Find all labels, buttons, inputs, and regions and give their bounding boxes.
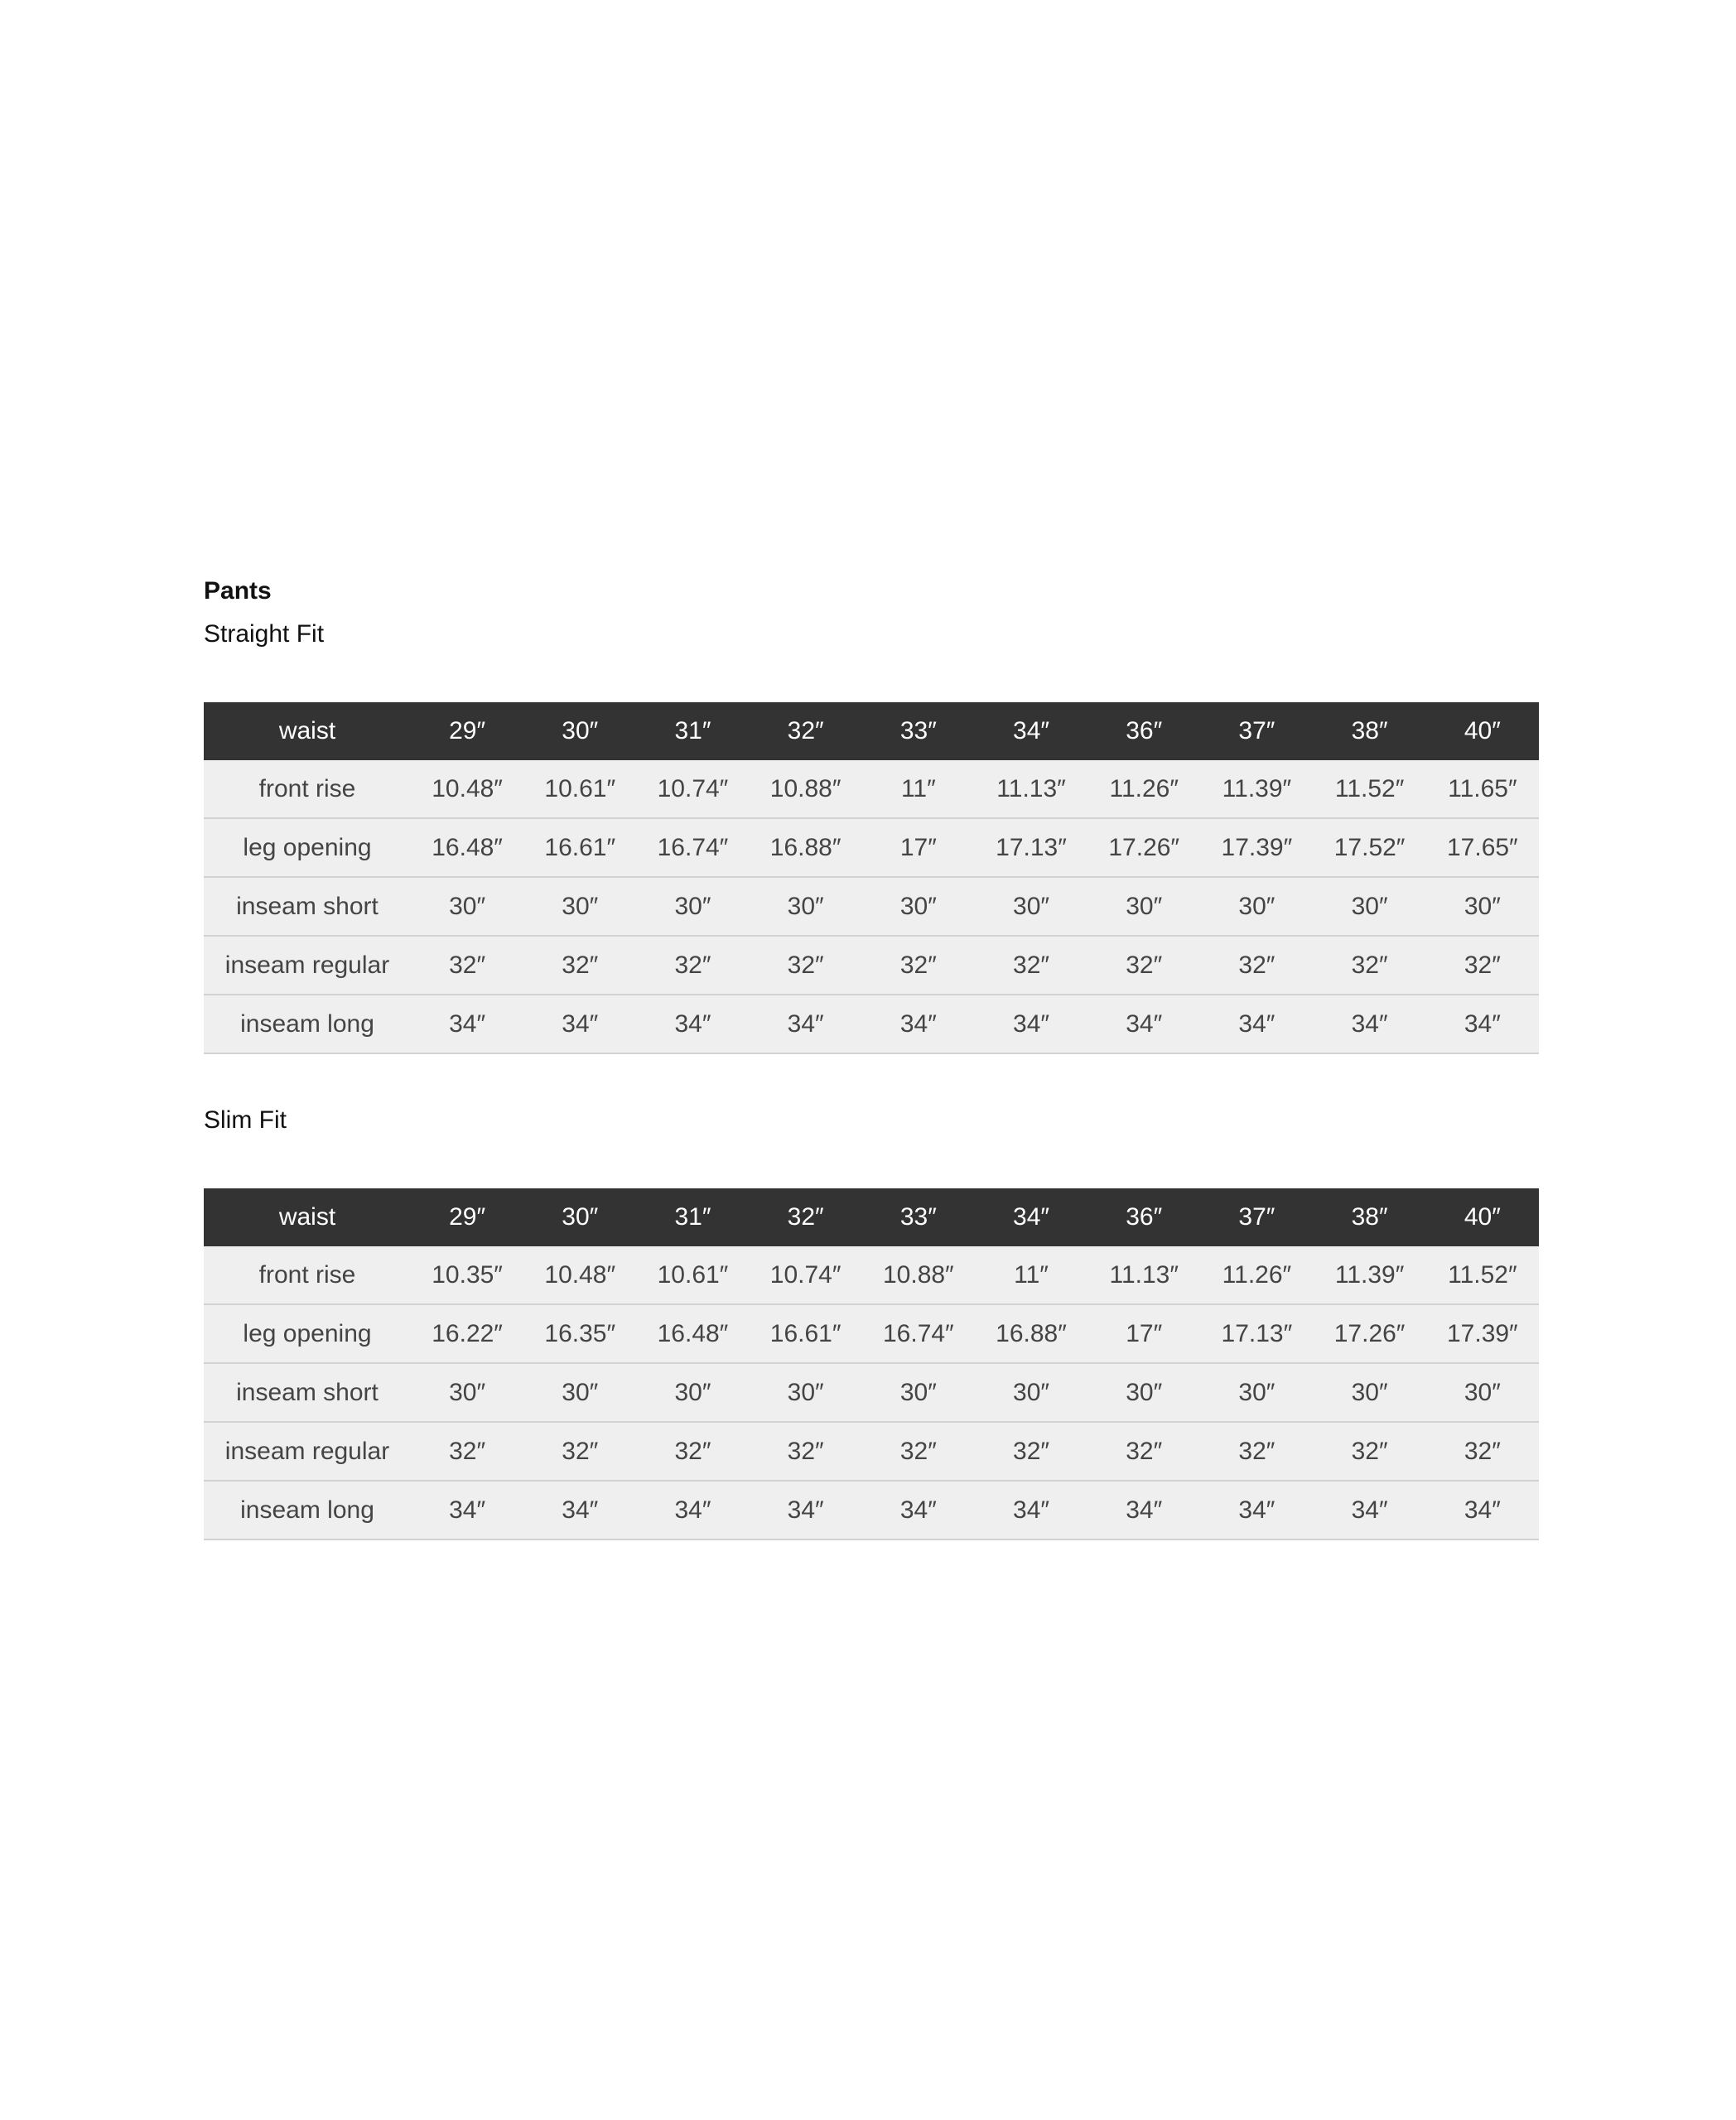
table-cell: 34″ — [862, 1481, 975, 1539]
header-cell-size: 34″ — [975, 702, 1087, 760]
table-cell: 32″ — [1200, 936, 1313, 995]
row-label: front rise — [204, 1246, 411, 1304]
header-cell-size: 33″ — [862, 1188, 975, 1246]
table-cell: 10.48″ — [411, 760, 523, 818]
table-cell: 34″ — [523, 1481, 636, 1539]
table-cell: 34″ — [975, 1481, 1087, 1539]
table-cell: 34″ — [411, 995, 523, 1053]
header-cell-size: 37″ — [1200, 702, 1313, 760]
table-cell: 16.61″ — [523, 818, 636, 877]
table-cell: 30″ — [1314, 877, 1426, 936]
table-cell: 30″ — [636, 1363, 749, 1422]
header-cell-size: 34″ — [975, 1188, 1087, 1246]
table-row — [204, 936, 1539, 995]
table-cell: 17.52″ — [1314, 818, 1426, 877]
row-label: inseam long — [204, 1481, 411, 1539]
header-cell-size: 32″ — [750, 1188, 862, 1246]
header-cell-size: 40″ — [1426, 702, 1539, 760]
table-row — [204, 1304, 1539, 1363]
table-cell: 11″ — [975, 1246, 1087, 1304]
table-cell: 11.52″ — [1314, 760, 1426, 818]
table-cell: 32″ — [750, 936, 862, 995]
table-cell: 30″ — [862, 877, 975, 936]
table-cell: 32″ — [1314, 1422, 1426, 1481]
table-cell: 30″ — [975, 877, 1087, 936]
table-row — [204, 1422, 1539, 1481]
table-cell: 34″ — [636, 995, 749, 1053]
section-title-slim-fit: Slim Fit — [204, 1106, 287, 1134]
table-cell: 11.65″ — [1426, 760, 1539, 818]
table-cell: 30″ — [411, 1363, 523, 1422]
table-cell: 30″ — [1200, 877, 1313, 936]
table-cell: 34″ — [523, 995, 636, 1053]
header-cell-waist-label: waist — [204, 702, 411, 760]
table-cell: 30″ — [1426, 877, 1539, 936]
table-cell: 17.26″ — [1087, 818, 1200, 877]
table-cell: 34″ — [1426, 995, 1539, 1053]
table-cell: 32″ — [1426, 936, 1539, 995]
size-table-straight-fit — [204, 702, 1539, 1054]
table-cell: 30″ — [862, 1363, 975, 1422]
table-cell: 34″ — [750, 1481, 862, 1539]
table-cell: 32″ — [975, 1422, 1087, 1481]
table-cell: 30″ — [1087, 877, 1200, 936]
header-cell-size: 32″ — [750, 702, 862, 760]
table-row — [204, 1481, 1539, 1539]
table-cell: 11.39″ — [1200, 760, 1313, 818]
table-cell: 34″ — [1426, 1481, 1539, 1539]
table-cell: 10.48″ — [523, 1246, 636, 1304]
table-cell: 34″ — [750, 995, 862, 1053]
table-cell: 30″ — [523, 1363, 636, 1422]
table-cell: 16.88″ — [975, 1304, 1087, 1363]
table-cell: 32″ — [411, 936, 523, 995]
row-label: leg opening — [204, 818, 411, 877]
table-cell: 10.88″ — [862, 1246, 975, 1304]
table-cell: 30″ — [975, 1363, 1087, 1422]
table-cell: 32″ — [411, 1422, 523, 1481]
header-cell-size: 38″ — [1314, 702, 1426, 760]
table-cell: 34″ — [862, 995, 975, 1053]
table-cell: 30″ — [750, 1363, 862, 1422]
header-cell-size: 36″ — [1087, 1188, 1200, 1246]
table-row — [204, 1246, 1539, 1304]
table-cell: 32″ — [1087, 936, 1200, 995]
table-cell: 30″ — [1087, 1363, 1200, 1422]
table-cell: 10.61″ — [523, 760, 636, 818]
row-label: front rise — [204, 760, 411, 818]
table-cell: 11.52″ — [1426, 1246, 1539, 1304]
row-label: inseam short — [204, 877, 411, 936]
table-cell: 34″ — [1314, 995, 1426, 1053]
table-cell: 10.35″ — [411, 1246, 523, 1304]
header-cell-size: 30″ — [523, 1188, 636, 1246]
header-cell-size: 31″ — [636, 702, 749, 760]
table-cell: 32″ — [1426, 1422, 1539, 1481]
table-cell: 16.61″ — [750, 1304, 862, 1363]
table-cell: 11.26″ — [1200, 1246, 1313, 1304]
row-label: inseam long — [204, 995, 411, 1053]
table-cell: 32″ — [975, 936, 1087, 995]
table-row — [204, 760, 1539, 818]
table-cell: 10.61″ — [636, 1246, 749, 1304]
table-cell: 32″ — [523, 1422, 636, 1481]
table-cell: 32″ — [862, 1422, 975, 1481]
table-cell: 32″ — [1314, 936, 1426, 995]
row-label: inseam regular — [204, 936, 411, 995]
table-cell: 16.88″ — [750, 818, 862, 877]
table-row — [204, 995, 1539, 1053]
table-cell: 16.74″ — [636, 818, 749, 877]
table-cell: 32″ — [636, 936, 749, 995]
table-cell: 11″ — [862, 760, 975, 818]
size-table-slim-fit — [204, 1188, 1539, 1540]
table-cell: 11.13″ — [975, 760, 1087, 818]
table-cell: 32″ — [1087, 1422, 1200, 1481]
table-cell: 34″ — [975, 995, 1087, 1053]
header-cell-size: 38″ — [1314, 1188, 1426, 1246]
table-row — [204, 877, 1539, 936]
table-cell: 17.65″ — [1426, 818, 1539, 877]
table-cell: 30″ — [750, 877, 862, 936]
table-cell: 17.39″ — [1200, 818, 1313, 877]
table-cell: 10.74″ — [750, 1246, 862, 1304]
table-row — [204, 1363, 1539, 1422]
table-cell: 30″ — [1200, 1363, 1313, 1422]
table-cell: 10.88″ — [750, 760, 862, 818]
table-header-row — [204, 1188, 1539, 1246]
table-cell: 34″ — [1200, 995, 1313, 1053]
header-cell-size: 29″ — [411, 702, 523, 760]
table-cell: 17.26″ — [1314, 1304, 1426, 1363]
page-title: Pants — [204, 577, 272, 605]
table-cell: 34″ — [636, 1481, 749, 1539]
table-cell: 17.39″ — [1426, 1304, 1539, 1363]
table-cell: 34″ — [411, 1481, 523, 1539]
header-cell-size: 31″ — [636, 1188, 749, 1246]
table-cell: 32″ — [862, 936, 975, 995]
table-cell: 17.13″ — [975, 818, 1087, 877]
header-cell-size: 40″ — [1426, 1188, 1539, 1246]
table-cell: 30″ — [1426, 1363, 1539, 1422]
row-label: inseam regular — [204, 1422, 411, 1481]
section-title-straight-fit: Straight Fit — [204, 620, 325, 648]
table-cell: 30″ — [411, 877, 523, 936]
table-cell: 17″ — [862, 818, 975, 877]
table-cell: 16.48″ — [636, 1304, 749, 1363]
table-cell: 34″ — [1087, 1481, 1200, 1539]
table-cell: 30″ — [636, 877, 749, 936]
table-cell: 16.74″ — [862, 1304, 975, 1363]
table-cell: 32″ — [1200, 1422, 1313, 1481]
table-cell: 10.74″ — [636, 760, 749, 818]
row-label: leg opening — [204, 1304, 411, 1363]
table-cell: 30″ — [523, 877, 636, 936]
table-row — [204, 818, 1539, 877]
table-cell: 17.13″ — [1200, 1304, 1313, 1363]
table-cell: 30″ — [1314, 1363, 1426, 1422]
table-cell: 34″ — [1087, 995, 1200, 1053]
header-cell-size: 36″ — [1087, 702, 1200, 760]
table-cell: 16.22″ — [411, 1304, 523, 1363]
table-cell: 16.48″ — [411, 818, 523, 877]
table-cell: 34″ — [1314, 1481, 1426, 1539]
table-header-row — [204, 702, 1539, 760]
header-cell-waist-label: waist — [204, 1188, 411, 1246]
header-cell-size: 33″ — [862, 702, 975, 760]
header-cell-size: 30″ — [523, 702, 636, 760]
table-cell: 32″ — [636, 1422, 749, 1481]
size-guide — [204, 575, 1539, 1540]
table-cell: 16.35″ — [523, 1304, 636, 1363]
table-cell: 11.13″ — [1087, 1246, 1200, 1304]
table-cell: 11.39″ — [1314, 1246, 1426, 1304]
table-cell: 34″ — [1200, 1481, 1313, 1539]
table-cell: 32″ — [523, 936, 636, 995]
table-cell: 17″ — [1087, 1304, 1200, 1363]
header-cell-size: 29″ — [411, 1188, 523, 1246]
table-cell: 32″ — [750, 1422, 862, 1481]
header-cell-size: 37″ — [1200, 1188, 1313, 1246]
row-label: inseam short — [204, 1363, 411, 1422]
table-cell: 11.26″ — [1087, 760, 1200, 818]
